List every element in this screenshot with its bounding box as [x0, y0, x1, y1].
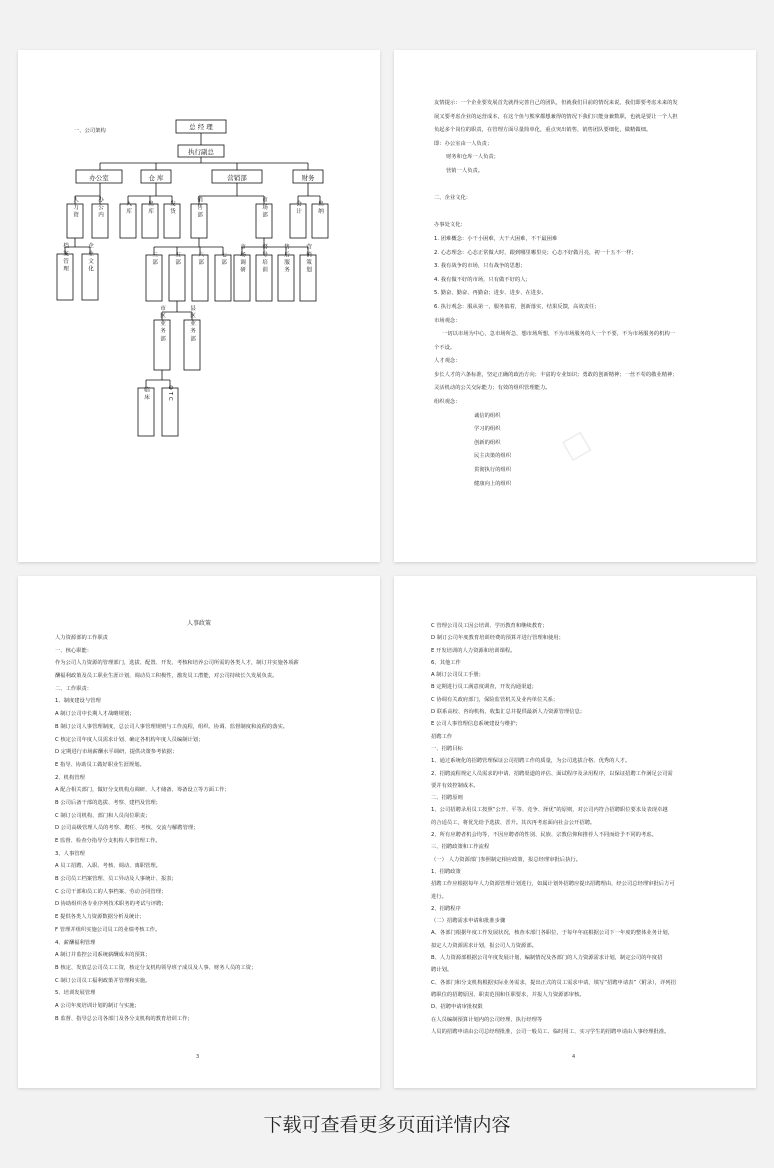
text-line: B、人力资源部根据公司年度发展计划，编制情况及各部门的人力资源需求计划，制定公司的年度招	[431, 955, 663, 962]
section-title-structure: 一、公司架构	[74, 128, 106, 134]
org-node-label: OTC	[167, 385, 173, 403]
text-line: 贯彻执行的组织	[474, 467, 512, 474]
text-line: D 制订公司年度教育培训经费的预算并进行管理和使用；	[431, 635, 564, 642]
text-line: 6. 执行观念：服从第一，服务搞着，创新落实，结果反馈，高效责任；	[434, 303, 600, 310]
text-line: 1、公司招聘录用员工按照“公开、平等、竞争、择优”的原则，对公司内符合招聘职位要求及表现卓越	[431, 807, 668, 814]
text-line: 2、机构管理	[55, 774, 85, 781]
org-node-label: 人力资	[72, 196, 78, 220]
text-line: C 管理公司员工因公培训、学历教育和继续教育；	[431, 623, 548, 629]
text-line: 招聘工作	[431, 733, 453, 740]
org-node-label: 三部	[151, 251, 157, 267]
org-office-label: 办公室	[89, 174, 109, 182]
text-line: C 核定公司年度人员需求计划、确定各机构年度人员编制计划；	[55, 736, 204, 743]
text-line: A 制订公司中长期人才战略规划；	[55, 711, 135, 718]
org-node-label: 营销策划	[305, 243, 311, 275]
text-line	[434, 179, 734, 193]
org-node-label: 发货	[169, 200, 175, 216]
text-line: 2、招聘程序	[431, 905, 461, 912]
text-line: B 核定、发放总公司员工工资，核定分支机构领导班子成员及人事、财务人员的工资；	[55, 964, 257, 971]
text-line: F 管理并组织实施公司员工的业绩考核工作。	[55, 926, 161, 933]
org-node-label: 销售部	[196, 196, 202, 220]
document-page-4	[394, 576, 756, 1088]
org-node-label: 出纳	[317, 200, 323, 216]
text-line: 聘职位的招聘原因、职责范围和任职要求，并报人力资源部审核。	[431, 991, 585, 998]
text-line: 三、招聘政策和工作流程	[431, 844, 490, 851]
text-line: 的合适员工，将优先给予选拔、晋升。其次再考虑面向社会公开招聘。	[431, 819, 596, 826]
watermark: ☐	[557, 425, 598, 470]
org-node-label: 督导培训	[261, 243, 267, 275]
org-node-label: 六部	[197, 251, 203, 267]
text-line: B 制订公司人事管理制度，总公司人事管理规则与工作流程，组织、协调、监督制度和流程的落实。	[55, 723, 289, 730]
text-line: 4、薪酬福利管理	[55, 939, 96, 946]
org-warehouse-label: 仓 库	[148, 174, 164, 182]
text-line: D、招聘申请审批权限	[431, 1004, 483, 1011]
text-line: 在人员编制预算计划内的公司经理、执行经理等	[431, 1016, 543, 1023]
text-line: 招聘工作应根据每年人力资源管理计划进行，如属计划外招聘应提出招聘理由，经公司总经理审批后方可	[431, 881, 675, 888]
text-line: 二、工作职责：	[55, 685, 93, 692]
text-line: （一） 人力资源部门参照制定相应政策，报总经理审批后执行。	[431, 856, 581, 863]
text-line: D 公司高级管理人员的考察、聘任、考核、交流与解聘管理；	[55, 825, 199, 832]
text-line: D 联系高校、咨询机构，收集汇总并提供最新人力资源管理信息；	[431, 709, 586, 716]
text-line: E 公司人事管理信息系统建设与维护；	[431, 721, 521, 728]
org-node-label: 五部	[174, 251, 180, 267]
text-line: 5、培训发展管理	[55, 990, 96, 997]
text-line: A 配合相关部门，做好分支机构点调研、人才储备、筹备设立等方面工作；	[55, 787, 230, 794]
org-node-label: 会计	[295, 200, 301, 216]
text-line: 6、其他工作	[431, 659, 461, 666]
text-line: D 定期进行市场薪酬水平调研，提供决策参考依据；	[55, 749, 178, 756]
text-line: 作为公司人力资源的管理部门，选拔、配置、开发、考核和培养公司所需的各类人才，制订并实施各项薪	[55, 660, 299, 667]
page3-title: 人事政策	[186, 620, 211, 627]
org-node-label: 办公内	[97, 196, 103, 220]
text-line: 学习的组织	[474, 426, 501, 433]
text-line: 4. 我有做不好的市场，只有做不好的人；	[434, 276, 531, 283]
text-line: B 定期进行员工满意度调查，开发沟通渠道；	[431, 684, 537, 691]
text-line: E 监督、检查分指导分支机构人事管理工作。	[55, 838, 161, 844]
text-line: 要并有效控制成本。	[431, 782, 479, 789]
text-line: 办事处文化：	[434, 222, 466, 229]
org-deputy-label: 执行副总	[188, 148, 214, 156]
text-line: C 制订公司机构、部门和人员岗位职责；	[55, 812, 151, 819]
text-line: 进行。	[431, 893, 447, 900]
text-line: 2. 心态理念：心态正常做大时，跟到哪里哪里亮；心态不好做月亮，初一十五不一样；	[434, 249, 637, 256]
text-line: 聘计划。	[431, 967, 453, 974]
text-line: 二、企业文化：	[434, 195, 472, 202]
text-line: C 制订公司员工福利政策并管理和实施。	[55, 977, 151, 984]
text-line: C 协调有关政府部门，保险监管机关及业内单位关系；	[431, 696, 559, 703]
page2-text-block	[434, 97, 734, 491]
text-line	[434, 206, 734, 220]
org-node-label: 县区业务部	[189, 305, 195, 343]
document-page-1	[18, 50, 380, 562]
org-node-label: 档案管理	[62, 242, 68, 274]
text-line: 人员的招聘申请由公司总经理批准，公司一般员工、临时用工、实习学生的招聘申请由人事经理批准。	[431, 1028, 670, 1035]
document-page-2	[394, 50, 756, 562]
text-line: 二、招聘原则	[431, 795, 463, 802]
text-line: 组织观念：	[434, 399, 461, 406]
text-line: A 员工招聘、入职、考核、调动、离职管理。	[55, 863, 161, 870]
text-line: B 公司员工档案管理、员工异动及人事统计、报表；	[55, 876, 177, 883]
page3-text-block	[55, 632, 355, 1025]
text-line: 1、通过系统化的招聘管理保证公司招聘工作的质量，为公司选拔合格、优秀的人才。	[431, 758, 631, 765]
text-line: 个不设。	[434, 344, 456, 351]
text-line: 人才观念：	[434, 358, 461, 365]
text-line: 5. 勤奋、勤奋、再勤奋；进步、进步、在进步。	[434, 290, 547, 297]
page-number-3: 3	[196, 1054, 200, 1060]
page4-text-block	[431, 620, 731, 1038]
text-line: 灵活机动的公关交际能力；有效的组织管理能力。	[434, 385, 551, 392]
org-node-label: 入库	[125, 200, 131, 216]
text-line: C 公司干部和员工的人事档案、劳动合同管理；	[55, 888, 167, 895]
text-line: 3、人事管理	[55, 850, 85, 857]
text-line: 3. 我有战争的市场，只有战争的思想；	[434, 263, 526, 270]
text-line: 健康向上的组织	[474, 480, 512, 487]
org-node-label: 七部	[220, 251, 226, 267]
text-line: 1、招聘政策	[431, 868, 461, 875]
text-line: B 公司后备干部的选拔、考察、建档及管理；	[55, 799, 161, 806]
text-line: E 指导、协助员工做好职业生涯规划。	[55, 761, 145, 768]
org-ceo-label: 总 经 理	[189, 123, 213, 131]
org-node-label: 企业文化	[87, 242, 93, 274]
text-line: 营销一人负责。	[446, 167, 484, 174]
text-line: 人力资源部的工作职责	[55, 635, 108, 641]
text-line: 2、招聘流程规定人员需求的申请、招聘渠道的评估、面试程序及录用程序，以保证招聘工作满足公司需	[431, 770, 673, 777]
text-line: 拟定人力资源需求计划，报公司人力资源部。	[431, 942, 537, 949]
org-node-label: 临床	[143, 386, 149, 402]
text-line: 即：办公室由一人负责；	[434, 140, 493, 147]
text-line: A、各部门根据年度工作发展状况，核查本部门各职位，于每年年底根据公司下一年度的整体业务计划，	[431, 930, 673, 937]
text-line: 酬福利政策及员工职业生涯计划，调动员工积极性，激发员工潜能，对公司持续长久发展负责。	[55, 673, 278, 680]
text-line: A 制订并监控公司系统薪酬成本的预算；	[55, 952, 151, 959]
text-line: 一、招聘目标	[431, 745, 463, 752]
org-node-label: 市场部	[261, 196, 267, 220]
text-line: D 协助组织各专业序列技术职务的考试与评聘；	[55, 901, 167, 908]
page-number-4: 4	[572, 1054, 576, 1060]
text-line: 步长人才的六条标准，坚定正确的政治方向；丰富的专业知识；勇敢的创新精神；一丝不苟的敬业精神；	[434, 371, 678, 378]
text-line: 一、核心职能：	[55, 647, 93, 654]
org-node-label: 出库	[147, 200, 153, 216]
org-node-label: 市场调研	[239, 243, 245, 275]
text-line: 友情提示：一个企业要发展首先就得完善自己的团队，但就我们目前的情况来说，我们即要考虑未来的发	[434, 100, 678, 106]
org-chart	[18, 50, 380, 562]
text-line: E 提供各类人力资源数据分析及统计；	[55, 914, 145, 921]
text-line: 市场观念：	[434, 317, 461, 324]
text-line: C、各部门和分支机构根据实际业务需求，提出正式的员工需求申请，填写“招聘申请表”（附录），详列招	[431, 979, 676, 986]
org-sales-label: 营销部	[227, 174, 247, 182]
text-line: A 公司年度培训计划的制订与实施；	[55, 1002, 140, 1009]
text-line: E 开发培训的人力资源和培训课程。	[431, 647, 516, 654]
text-line: B 监督、指导总公司各部门及各分支机构的教育培训工作；	[55, 1015, 193, 1022]
text-line: 一切以市场为中心，急市场所急，想市场所想，不为市场服务的人一个不要，不为市场服务的机构一	[442, 331, 676, 338]
text-line: 1、制度建设与管理	[55, 698, 101, 705]
text-line: 民主决策的组织	[474, 453, 512, 460]
text-line: （二）招聘需求申请和批准步骤	[431, 918, 506, 925]
text-line: 展又要考虑企业的运营成本，在这个鱼与熊掌都想兼得的情况下我们只能身兼数职，也就是要让一个人担	[434, 113, 678, 120]
org-node-label: 售后服务	[283, 243, 289, 275]
footer-more-pages-text: 下载可查看更多页面详情内容	[263, 1114, 511, 1136]
document-page-3	[18, 576, 380, 1088]
text-line: 2、所有应聘者机会均等，不因应聘者的性别、民族、宗教信仰和推荐人不同而给予不同的考虑。	[431, 832, 657, 839]
text-line: 财务和仓库一人负责；	[446, 154, 499, 161]
text-line: 创新的组织	[474, 439, 501, 446]
org-finance-label: 财务	[301, 174, 315, 182]
text-line: 诚信的组织	[474, 412, 501, 419]
text-line: A 制订公司员工手册；	[431, 672, 484, 679]
org-node-label: 市区业务部	[159, 305, 165, 343]
text-line: 1. 团难概念：小干小困难，大干大困难，不干最困难	[434, 235, 558, 242]
text-line: 负起多个岗位的职责，在管理方面尽量简单化，重点突出销售，销售团队要细化，做精做细。	[434, 127, 652, 134]
